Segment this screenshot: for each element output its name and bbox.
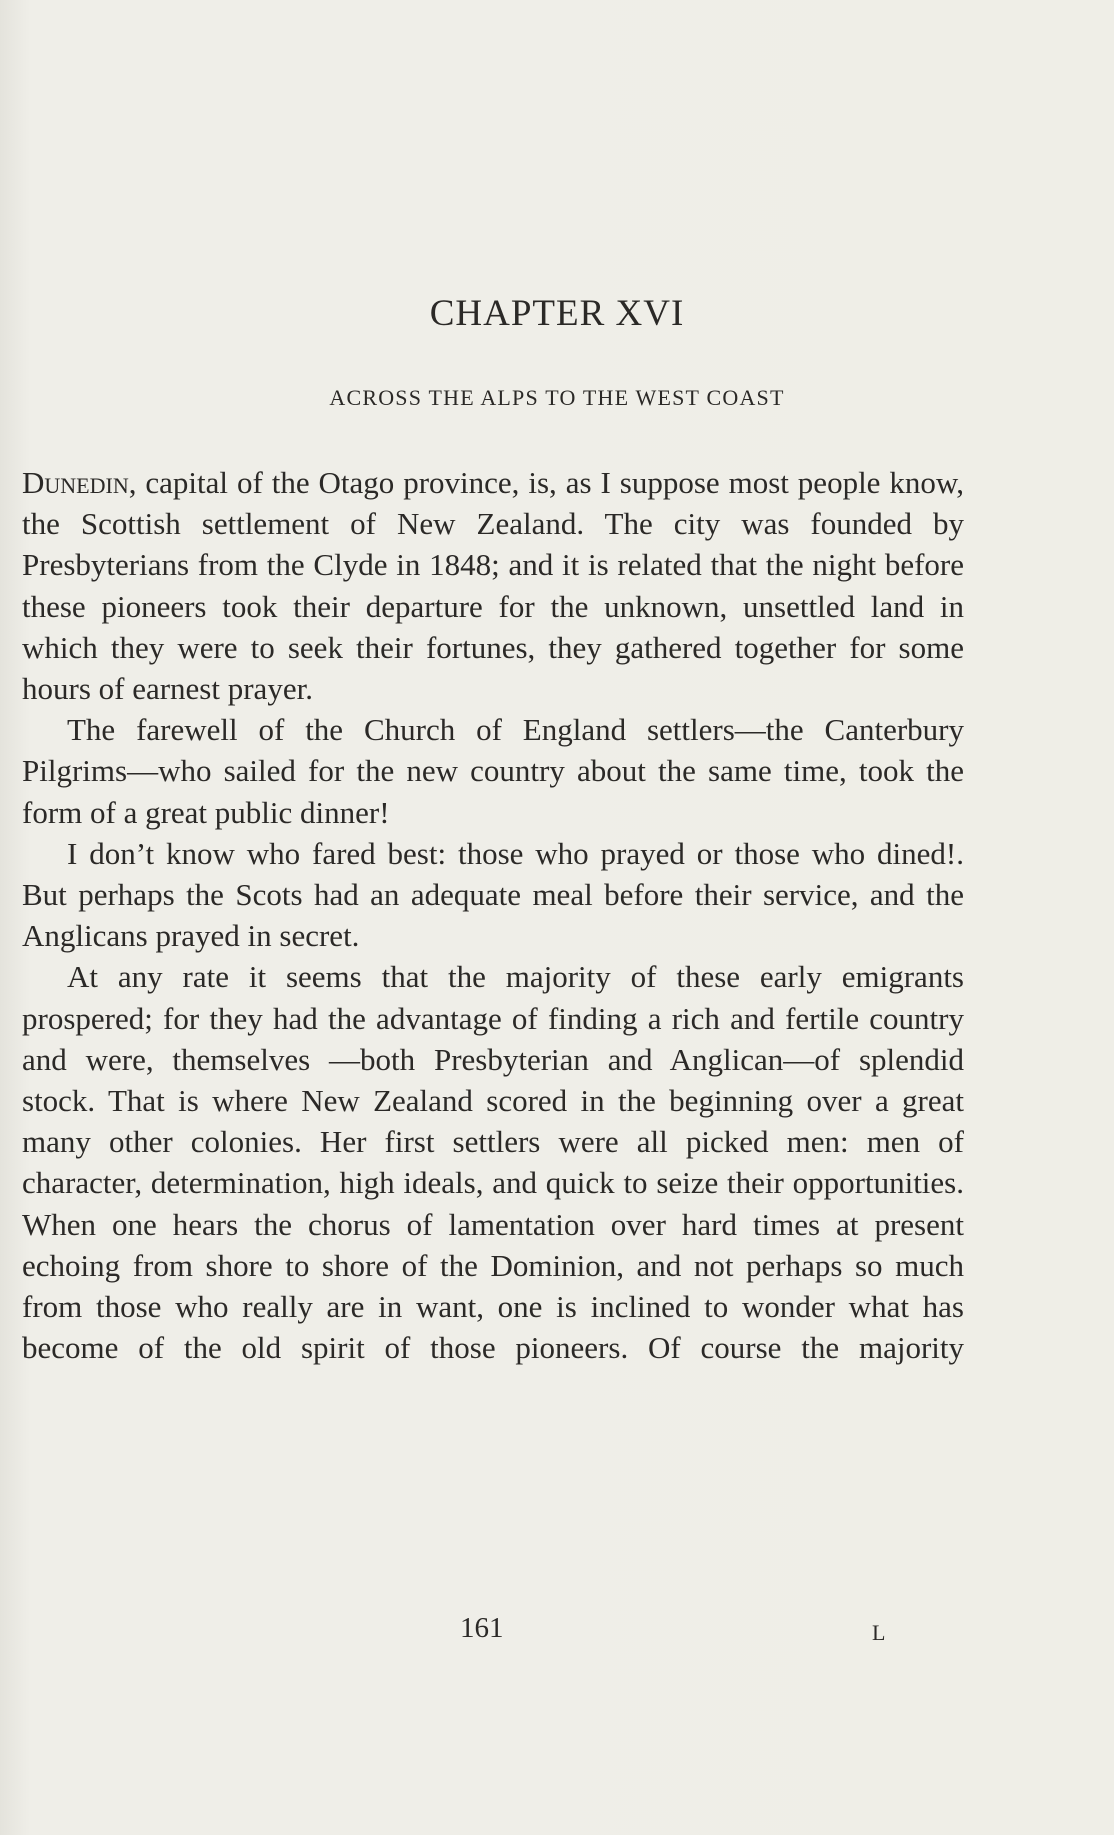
lead-word: Dunedin,: [22, 465, 137, 500]
paragraph-4: [22, 956, 964, 1368]
paragraph-3: [22, 833, 964, 957]
body-text: [22, 462, 964, 1368]
paragraph-text: The farewell of the Church of England settlers—the Canterbury Pilgrims—who sailed for the new country about the same time, took the form of a great public dinner!: [22, 712, 964, 830]
chapter-title: CHAPTER XVI: [429, 293, 685, 334]
paragraph-text: capital of the Otago province, is, as I suppose most people know, the Scottish settlement of New Zealand. The city was founded by Presbyterians from the Clyde in 1848; and it is related that the night before these pioneers took their departure for the unknown, unsettled land in which they were to seek their fortunes, they gathered together for some hours of earnest prayer.: [22, 465, 964, 707]
paragraph-text: I don’t know who fared best: those who prayed or those who dined!. But perhaps the Scots had an adequate meal before their service, and the Anglicans prayed in secret.: [22, 835, 964, 954]
paragraph-2: [22, 709, 964, 833]
page-number: 161: [460, 1612, 504, 1644]
chapter-subtitle: ACROSS THE ALPS TO THE WEST COAST: [329, 385, 785, 410]
signature-mark: L: [872, 1620, 886, 1645]
paragraph-text: At any rate it seems that the majority of these early emigrants prospered; for they had the advantage of finding a rich and fertile country and were, themselves —both Presbyterian and Anglican—of splendid stock. That is where New Zealand scored in the beginning over a great many other colonies. Her first settlers were all picked men: men of character, determination, high ideals, and quick to seize their opportunities. When one hears the chorus of lamentation over hard times at present echoing from shore to shore of the Dominion, and not perhaps so much from those who really are in want, one is inclined to wonder what has become of the old spirit of those pioneers. Of course the majority: [22, 959, 964, 1366]
paragraph-1: [22, 462, 964, 709]
